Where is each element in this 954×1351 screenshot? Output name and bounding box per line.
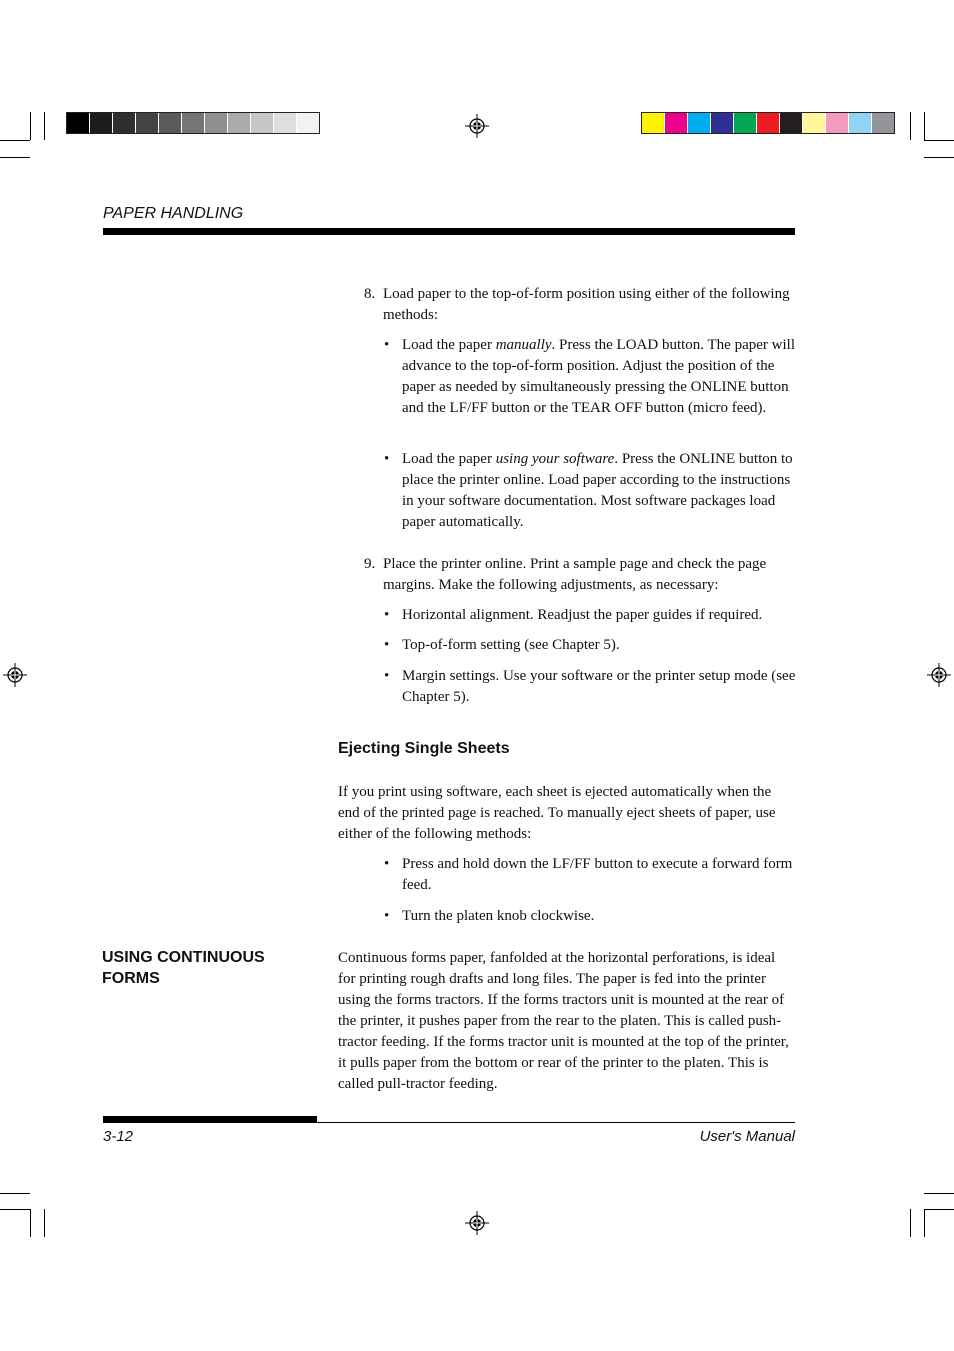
text-run: Load the paper — [402, 451, 496, 467]
bullet-icon: • — [384, 856, 390, 872]
color-swatch — [90, 113, 113, 133]
crop-mark — [924, 1193, 954, 1194]
registration-mark-icon — [927, 663, 951, 687]
list-item — [384, 854, 796, 896]
emphasis-text: using your software — [495, 451, 615, 467]
color-swatch — [136, 113, 159, 133]
text-run: . Press the LOAD button. The paper will advance to the top-of-form position. Adjust the position of the paper as needed by simultaneously pressing the ONLINE button and the LF/FF button or the TEAR OFF button (micro feed). — [402, 337, 795, 416]
color-swatch — [780, 113, 803, 133]
list-item — [384, 666, 796, 708]
step-number: 9. — [364, 556, 376, 572]
list-item-text: Top-of-form setting (see Chapter 5). — [402, 637, 620, 653]
color-swatch — [642, 113, 665, 133]
registration-mark-icon — [465, 114, 489, 138]
crop-mark — [0, 1209, 30, 1210]
page-number: 3-12 — [103, 1128, 134, 1145]
list-item-text: Horizontal alignment. Readjust the paper guides if required. — [402, 607, 763, 623]
color-swatch — [251, 113, 274, 133]
color-swatch — [182, 113, 205, 133]
crop-mark — [30, 1209, 31, 1237]
footer-rule — [103, 1116, 317, 1123]
step-text: Load paper to the top-of-form position using either of the following methods: — [383, 286, 790, 323]
bullet-icon: • — [384, 908, 390, 924]
list-item — [384, 906, 796, 927]
crop-mark — [0, 1193, 30, 1194]
crop-mark — [910, 112, 911, 140]
bullet-icon: • — [384, 451, 390, 467]
side-heading: USING CONTINUOUS FORMS — [102, 949, 265, 987]
color-swatch — [688, 113, 711, 133]
footer-rule — [317, 1122, 795, 1123]
crop-mark — [924, 1209, 925, 1237]
list-item-text — [402, 335, 796, 419]
crop-mark — [910, 1209, 911, 1237]
color-swatch — [665, 113, 688, 133]
color-swatch — [228, 113, 251, 133]
paragraph: If you print using software, each sheet is ejected automatically when the end of the printed page is reached. To manually eject sheets of paper, use either of the following methods: — [338, 784, 776, 842]
color-swatch — [826, 113, 849, 133]
emphasis-text: manually — [495, 337, 552, 353]
section-heading: Ejecting Single Sheets — [338, 740, 510, 757]
color-swatch — [67, 113, 90, 133]
list-item-text: Margin settings. Use your software or the printer setup mode (see Chapter 5). — [402, 668, 796, 705]
crop-mark — [924, 140, 954, 141]
list-item — [384, 605, 796, 626]
color-swatch — [297, 113, 319, 133]
color-swatch — [274, 113, 297, 133]
list-item — [384, 635, 796, 656]
crop-mark — [924, 1209, 954, 1210]
step-9 — [364, 554, 794, 596]
color-swatch — [734, 113, 757, 133]
bullet-icon: • — [384, 337, 390, 353]
color-calibration-bar — [641, 112, 895, 134]
step-number: 8. — [364, 286, 376, 302]
color-swatch — [205, 113, 228, 133]
paragraph: Continuous forms paper, fanfolded at the horizontal perforations, is ideal for printing rough drafts and long files. The paper is fed into the printer using the forms tractors. If the forms tractors unit is mounted at the rear of the printer, it pushes paper from the rear to the platen. This is called push-tractor feeding. If the forms tractor unit is mounted at the top of the printer, it pulls paper from the bottom or rear of the printer to the platen. This is called pull-tractor feeding. — [338, 950, 789, 1092]
bullet-icon: • — [384, 668, 390, 684]
step-8 — [364, 284, 794, 326]
color-swatch — [757, 113, 780, 133]
crop-mark — [0, 157, 30, 158]
color-swatch — [711, 113, 734, 133]
color-swatch — [872, 113, 894, 133]
step-text: Place the printer online. Print a sample page and check the page margins. Make the following adjustments, as necessary: — [383, 556, 767, 593]
color-swatch — [113, 113, 136, 133]
grayscale-calibration-bar — [66, 112, 320, 134]
list-item-text: Press and hold down the LF/FF button to execute a forward form feed. — [402, 856, 793, 893]
header-rule — [103, 228, 795, 235]
text-run: Load the paper — [402, 337, 496, 353]
list-item-text — [402, 449, 796, 533]
color-swatch — [849, 113, 872, 133]
crop-mark — [924, 157, 954, 158]
list-item — [384, 335, 796, 419]
crop-mark — [44, 1209, 45, 1237]
manual-title: User's Manual — [699, 1128, 795, 1145]
crop-mark — [924, 112, 925, 140]
registration-mark-icon — [465, 1211, 489, 1235]
running-header-title: PAPER HANDLING — [103, 205, 244, 222]
crop-mark — [0, 140, 30, 141]
crop-mark — [44, 112, 45, 140]
list-item-text: Turn the platen knob clockwise. — [402, 908, 595, 924]
color-swatch — [803, 113, 826, 133]
list-item — [384, 449, 796, 533]
registration-mark-icon — [3, 663, 27, 687]
bullet-icon: • — [384, 637, 390, 653]
text-run: . Press the ONLINE button to place the printer online. Load paper according to the instructions in your software documentation. Most software packages load paper automatically. — [402, 451, 793, 530]
crop-mark — [30, 112, 31, 140]
bullet-icon: • — [384, 607, 390, 623]
color-swatch — [159, 113, 182, 133]
